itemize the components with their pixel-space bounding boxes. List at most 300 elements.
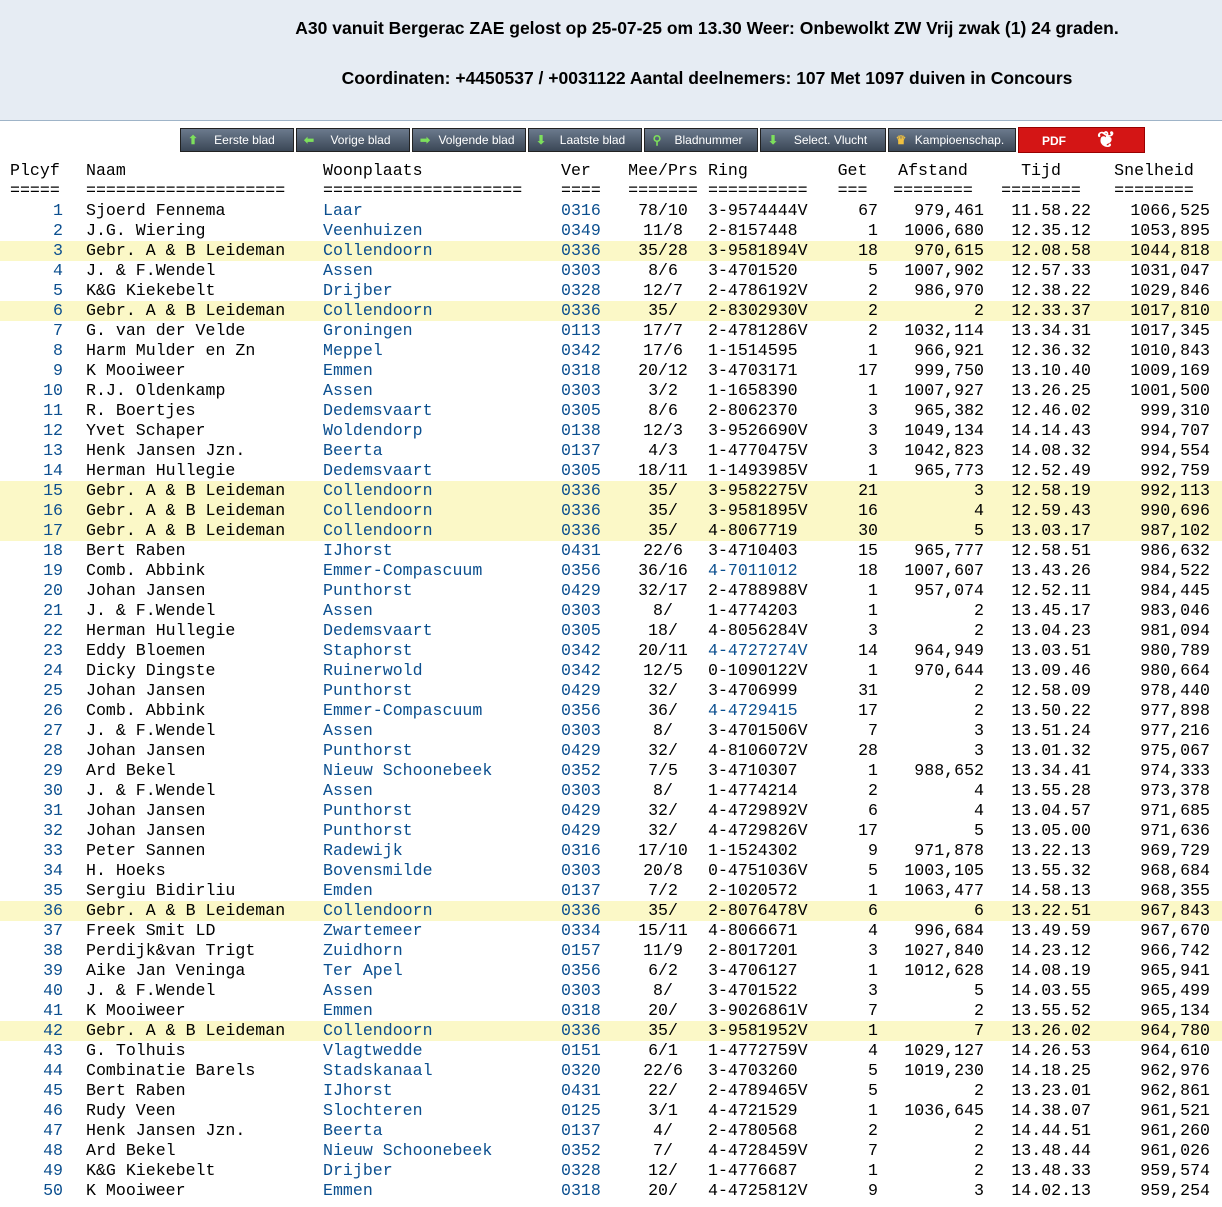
cell-ver[interactable]: 0431 [561, 541, 601, 560]
cell-woonplaats[interactable]: Beerta [323, 441, 383, 460]
pdf-button[interactable]: PDF ❦ [1018, 127, 1145, 153]
cell-tijd: 13.51.24 [1011, 721, 1091, 740]
cell-woonplaats[interactable]: Dedemsvaart [323, 621, 433, 640]
table-row [0, 1181, 1222, 1201]
results-table [0, 161, 1222, 1201]
cell-snelheid: 1017,345 [1130, 321, 1210, 340]
cell-woonplaats[interactable]: Collendoorn [322, 301, 560, 321]
cell-ver[interactable]: 0318 [561, 1001, 601, 1020]
cell-woonplaats[interactable]: Collendoorn [322, 501, 560, 521]
cell-ver[interactable]: 0303 [561, 601, 601, 620]
cell-afstand: 3 [974, 1181, 984, 1200]
cell-plaats: 15 [0, 481, 85, 501]
magnifier-icon: ⚲ [652, 133, 662, 147]
cell-naam: Aike Jan Veninga [86, 961, 246, 980]
cell-ver[interactable]: 0125 [561, 1101, 601, 1120]
cell-snelheid: 961,260 [1140, 1121, 1210, 1140]
cell-plaats: 26 [43, 701, 63, 720]
cell-plaats: 11 [43, 401, 63, 420]
cell-woonplaats[interactable]: Drijber [323, 281, 393, 300]
cell-woonplaats[interactable]: Dedemsvaart [323, 401, 433, 420]
cell-ver[interactable]: 0316 [561, 841, 601, 860]
cell-woonplaats[interactable]: IJhorst [323, 541, 393, 560]
cell-afstand: 1049,134 [904, 421, 984, 440]
cell-naam: Sergiu Bidirliu [86, 881, 236, 900]
cell-woonplaats[interactable]: Dedemsvaart [323, 461, 433, 480]
cell-snelheid: 1044,818 [1098, 241, 1222, 261]
cell-ver[interactable]: 0151 [561, 1041, 601, 1060]
cell-plaats: 45 [43, 1081, 63, 1100]
cell-tijd: 14.26.53 [1011, 1041, 1091, 1060]
table-row [0, 681, 1222, 701]
cell-afstand: 971,878 [914, 841, 984, 860]
navigation-toolbar [0, 121, 1222, 161]
cell-afstand: 1036,645 [904, 1101, 984, 1120]
cell-woonplaats[interactable]: Bovensmilde [323, 861, 433, 880]
cell-ver[interactable]: 0303 [561, 261, 601, 280]
cell-afstand: 1007,927 [904, 381, 984, 400]
cell-ver[interactable]: 0303 [561, 721, 601, 740]
cell-mee-prs: 20/ [648, 1181, 678, 1200]
cell-naam: K Mooiweer [86, 361, 186, 380]
cell-tijd: 12.58.19 [991, 481, 1098, 501]
header-naam: Naam [86, 161, 126, 180]
cell-snelheid: 969,729 [1140, 841, 1210, 860]
arrow-up-icon: ⬆ [187, 133, 199, 147]
cell-ver[interactable]: 0137 [561, 1121, 601, 1140]
race-coordinates-line: Coordinaten: +4450537 / +0031122 Aantal deelnemers: 107 Met 1097 duiven in Concours [341, 68, 1073, 88]
cell-get: 17 [858, 361, 878, 380]
cell-ver[interactable]: 0318 [561, 361, 601, 380]
cell-ver[interactable]: 0137 [561, 441, 601, 460]
cell-afstand: 2 [974, 601, 984, 620]
page-number-button[interactable]: ⚲ Bladnummer [644, 128, 758, 152]
cell-afstand: 3 [882, 481, 991, 501]
cell-naam: Sjoerd Fennema [86, 201, 226, 220]
cell-ver[interactable]: 0334 [561, 921, 601, 940]
cell-mee-prs: 8/6 [648, 401, 678, 420]
cell-afstand: 2 [974, 1081, 984, 1100]
cell-woonplaats[interactable]: Groningen [323, 321, 413, 340]
cell-woonplaats[interactable]: Beerta [323, 1121, 383, 1140]
cell-snelheid: 961,521 [1140, 1101, 1210, 1120]
cell-tijd: 13.10.40 [1011, 361, 1091, 380]
table-row [0, 741, 1222, 761]
cell-ring: 2-4780568 [708, 1121, 798, 1140]
cell-ver[interactable]: 0336 [560, 241, 618, 261]
cell-tijd: 14.23.12 [1011, 941, 1091, 960]
cell-woonplaats[interactable]: Collendoorn [322, 521, 560, 541]
cell-ver[interactable]: 0157 [561, 941, 601, 960]
first-page-button[interactable]: ⬆ Eerste blad [180, 128, 294, 152]
cell-tijd: 14.02.13 [1011, 1181, 1091, 1200]
cell-ring: 1-4774214 [708, 781, 798, 800]
cell-ver[interactable]: 0336 [560, 301, 618, 321]
cell-ring: 2-8076478V [708, 901, 827, 921]
cell-ring: 4-8056284V [708, 621, 808, 640]
cell-mee-prs: 4/ [653, 1121, 673, 1140]
cell-woonplaats[interactable]: Collendoorn [322, 1021, 560, 1041]
cell-woonplaats[interactable]: Nieuw Schoonebeek [323, 1141, 493, 1160]
cell-ver[interactable]: 0305 [561, 401, 601, 420]
cell-tijd: 12.58.51 [1011, 541, 1091, 560]
cell-ver[interactable]: 0429 [561, 681, 601, 700]
cell-ver[interactable]: 0429 [561, 801, 601, 820]
cell-woonplaats[interactable]: Collendoorn [322, 481, 560, 501]
cell-mee-prs: 20/8 [643, 861, 683, 880]
cell-woonplaats[interactable]: Assen [323, 781, 373, 800]
cell-tijd: 13.34.41 [1011, 761, 1091, 780]
cell-naam: Gebr. A & B Leideman [85, 241, 322, 261]
cell-ring: 0-1090122V [708, 661, 808, 680]
cell-get: 16 [827, 501, 882, 521]
cell-ver[interactable]: 0429 [561, 741, 601, 760]
previous-page-button[interactable]: ⬅ Vorige blad [296, 128, 410, 152]
cell-plaats: 8 [53, 341, 63, 360]
cell-plaats: 31 [43, 801, 63, 820]
cell-woonplaats[interactable]: Assen [323, 601, 373, 620]
cell-naam: J.G. Wiering [86, 221, 206, 240]
cell-tijd: 14.44.51 [1011, 1121, 1091, 1140]
cell-woonplaats[interactable]: Stadskanaal [323, 1061, 433, 1080]
cell-plaats: 3 [0, 241, 85, 261]
cell-tijd: 13.22.13 [1011, 841, 1091, 860]
table-row [0, 461, 1222, 481]
cell-ver[interactable]: 0303 [561, 981, 601, 1000]
cell-ver[interactable]: 0342 [561, 341, 601, 360]
cell-mee-prs: 7/2 [648, 881, 678, 900]
cell-naam: Dicky Dingste [86, 661, 216, 680]
cell-snelheid: 990,696 [1098, 501, 1222, 521]
table-row [0, 501, 1222, 521]
table-row [0, 941, 1222, 961]
cell-woonplaats[interactable]: Emmen [323, 361, 373, 380]
cell-ver[interactable]: 0352 [561, 761, 601, 780]
cell-naam: Harm Mulder en Zn [86, 341, 256, 360]
last-page-button[interactable]: ⬇ Laatste blad [528, 128, 642, 152]
cell-ring: 3-9582275V [708, 481, 827, 501]
cell-plaats: 23 [43, 641, 63, 660]
cell-snelheid: 1029,846 [1130, 281, 1210, 300]
table-row [0, 241, 1222, 261]
cell-plaats: 47 [43, 1121, 63, 1140]
cell-plaats: 7 [53, 321, 63, 340]
cell-plaats: 6 [0, 301, 85, 321]
cell-snelheid: 987,102 [1098, 521, 1222, 541]
cell-ring[interactable]: 4-4727274V [708, 641, 808, 660]
cell-mee-prs: 6/2 [648, 961, 678, 980]
cell-tijd: 12.08.58 [991, 241, 1098, 261]
cell-get: 3 [868, 421, 878, 440]
cell-naam: Comb. Abbink [86, 701, 206, 720]
table-row [0, 281, 1222, 301]
separator-ring: ========== [708, 181, 808, 200]
cell-naam: Bert Raben [86, 541, 186, 560]
select-flight-button[interactable]: ⬇ Select. Vlucht [760, 128, 886, 152]
cell-get: 2 [868, 321, 878, 340]
cell-tijd: 13.50.22 [1011, 701, 1091, 720]
cell-plaats: 25 [43, 681, 63, 700]
cell-woonplaats[interactable]: Woldendorp [323, 421, 423, 440]
cell-mee-prs: 22/6 [643, 541, 683, 560]
cell-get: 4 [868, 1041, 878, 1060]
cell-woonplaats[interactable]: Ter Apel [323, 961, 403, 980]
cell-afstand: 988,652 [914, 761, 984, 780]
cell-mee-prs: 3/1 [648, 1101, 678, 1120]
cell-plaats: 50 [43, 1181, 63, 1200]
cell-woonplaats[interactable]: Drijber [323, 1161, 393, 1180]
table-row [0, 761, 1222, 781]
cell-afstand: 1029,127 [904, 1041, 984, 1060]
cell-plaats: 37 [43, 921, 63, 940]
cell-woonplaats[interactable]: Assen [323, 381, 373, 400]
cell-get: 2 [827, 301, 882, 321]
table-row [0, 961, 1222, 981]
championship-button[interactable]: ♛ Kampioenschap. [888, 128, 1016, 152]
cell-ring: 4-4728459V [708, 1141, 808, 1160]
cell-woonplaats[interactable]: Punthorst [323, 681, 413, 700]
cell-plaats: 44 [43, 1061, 63, 1080]
cell-woonplaats[interactable]: IJhorst [323, 1081, 393, 1100]
cell-ver[interactable]: 0356 [561, 701, 601, 720]
cell-naam: Henk Jansen Jzn. [86, 1121, 246, 1140]
cell-woonplaats[interactable]: Assen [323, 261, 373, 280]
cell-woonplaats[interactable]: Emmer-Compascuum [323, 561, 483, 580]
cell-snelheid: 994,707 [1140, 421, 1210, 440]
cell-afstand: 4 [974, 781, 984, 800]
cell-ver[interactable]: 0305 [561, 461, 601, 480]
table-row [0, 321, 1222, 341]
cell-naam: Herman Hullegie [86, 621, 236, 640]
cell-ver[interactable]: 0336 [560, 901, 618, 921]
cell-ver[interactable]: 0328 [561, 281, 601, 300]
cell-plaats: 28 [43, 741, 63, 760]
download-icon: ⬇ [767, 133, 779, 147]
cell-ver[interactable]: 0138 [561, 421, 601, 440]
cell-ver[interactable]: 0303 [561, 781, 601, 800]
cell-plaats: 41 [43, 1001, 63, 1020]
cell-woonplaats[interactable]: Zuidhorn [323, 941, 403, 960]
cell-plaats: 16 [0, 501, 85, 521]
cell-snelheid: 984,522 [1140, 561, 1210, 580]
cell-plaats: 39 [43, 961, 63, 980]
cell-snelheid: 959,574 [1140, 1161, 1210, 1180]
header-woonplaats: Woonplaats [323, 161, 423, 180]
table-row [0, 881, 1222, 901]
cell-naam: Freek Smit LD [86, 921, 216, 940]
cell-ring: 2-4788988V [708, 581, 808, 600]
cell-tijd: 13.04.23 [1011, 621, 1091, 640]
cell-afstand: 3 [974, 721, 984, 740]
cell-ring: 3-4706127 [708, 961, 798, 980]
cell-plaats: 36 [0, 901, 85, 921]
cell-snelheid: 1001,500 [1130, 381, 1210, 400]
cell-woonplaats[interactable]: Meppel [323, 341, 383, 360]
cell-woonplaats[interactable]: Nieuw Schoonebeek [323, 761, 493, 780]
cell-naam: Gebr. A & B Leideman [85, 481, 322, 501]
cell-woonplaats[interactable]: Slochteren [323, 1101, 423, 1120]
table-row [0, 1161, 1222, 1181]
cell-woonplaats[interactable]: Veenhuizen [323, 221, 423, 240]
cell-tijd: 14.14.43 [1011, 421, 1091, 440]
cell-snelheid: 977,216 [1140, 721, 1210, 740]
cell-plaats: 40 [43, 981, 63, 1000]
cell-ver[interactable]: 0336 [560, 521, 618, 541]
cell-ring: 1-1524302 [708, 841, 798, 860]
cell-afstand: 3 [974, 741, 984, 760]
cell-woonplaats[interactable]: Radewijk [323, 841, 403, 860]
cell-naam: J. & F.Wendel [86, 781, 216, 800]
cell-ver[interactable]: 0137 [561, 881, 601, 900]
cell-ver[interactable]: 0356 [561, 561, 601, 580]
cell-ver[interactable]: 0305 [561, 621, 601, 640]
cell-naam: J. & F.Wendel [86, 721, 216, 740]
separator-tijd: ======== [1001, 181, 1081, 200]
cell-snelheid: 965,941 [1140, 961, 1210, 980]
cell-ver[interactable]: 0303 [561, 381, 601, 400]
cell-woonplaats[interactable]: Emden [323, 881, 373, 900]
next-page-button[interactable]: ➡ Volgende blad [412, 128, 526, 152]
cell-get: 17 [858, 821, 878, 840]
cell-ver[interactable]: 0431 [561, 1081, 601, 1100]
cell-woonplaats[interactable]: Emmer-Compascuum [323, 701, 483, 720]
cell-woonplaats[interactable]: Collendoorn [322, 241, 560, 261]
cell-afstand: 2 [974, 621, 984, 640]
table-row [0, 821, 1222, 841]
separator-naam: ==================== [86, 181, 286, 200]
cell-snelheid: 975,067 [1140, 741, 1210, 760]
cell-snelheid: 1017,810 [1098, 301, 1222, 321]
cell-woonplaats[interactable]: Laar [323, 201, 363, 220]
crown-icon: ♛ [895, 133, 907, 147]
cell-mee-prs: 20/ [648, 1001, 678, 1020]
cell-mee-prs: 32/ [648, 681, 678, 700]
cell-snelheid: 968,684 [1140, 861, 1210, 880]
cell-get: 67 [858, 201, 878, 220]
cell-woonplaats[interactable]: Ruinerwold [323, 661, 423, 680]
cell-woonplaats[interactable]: Emmen [323, 1001, 373, 1020]
table-row [0, 901, 1222, 921]
cell-naam: Rudy Veen [86, 1101, 176, 1120]
cell-get: 3 [868, 941, 878, 960]
cell-naam: J. & F.Wendel [86, 601, 216, 620]
cell-mee-prs: 32/ [648, 821, 678, 840]
cell-woonplaats[interactable]: Zwartemeer [323, 921, 423, 940]
cell-naam: K&G Kiekebelt [86, 1161, 216, 1180]
cell-ver[interactable]: 0113 [561, 321, 601, 340]
cell-ver[interactable]: 0429 [561, 821, 601, 840]
cell-mee-prs: 35/ [618, 521, 708, 541]
cell-ring: 1-4772759V [708, 1041, 808, 1060]
cell-mee-prs: 11/9 [643, 941, 683, 960]
table-row [0, 981, 1222, 1001]
cell-ver[interactable]: 0356 [561, 961, 601, 980]
table-row [0, 861, 1222, 881]
cell-naam: H. Hoeks [86, 861, 166, 880]
cell-ver[interactable]: 0316 [561, 201, 601, 220]
table-row [0, 441, 1222, 461]
cell-afstand: 1042,823 [904, 441, 984, 460]
arrow-right-icon: ➡ [419, 133, 431, 147]
cell-woonplaats[interactable]: Emmen [323, 1181, 373, 1200]
cell-afstand: 1027,840 [904, 941, 984, 960]
table-row [0, 1141, 1222, 1161]
cell-ring: 2-8302930V [708, 301, 827, 321]
cell-afstand: 986,970 [914, 281, 984, 300]
cell-ring[interactable]: 4-4729415 [708, 701, 798, 720]
cell-afstand: 1006,680 [904, 221, 984, 240]
cell-tijd: 13.43.26 [1011, 561, 1091, 580]
cell-woonplaats[interactable]: Vlagtwedde [323, 1041, 423, 1060]
cell-woonplaats[interactable]: Punthorst [323, 581, 413, 600]
cell-woonplaats[interactable]: Punthorst [323, 801, 413, 820]
cell-woonplaats[interactable]: Punthorst [323, 821, 413, 840]
cell-woonplaats[interactable]: Assen [323, 721, 373, 740]
cell-ver[interactable]: 0336 [560, 481, 618, 501]
cell-snelheid: 964,610 [1140, 1041, 1210, 1060]
cell-mee-prs: 32/ [648, 741, 678, 760]
cell-ver[interactable]: 0328 [561, 1161, 601, 1180]
cell-mee-prs: 17/10 [638, 841, 688, 860]
cell-snelheid: 1066,525 [1130, 201, 1210, 220]
cell-ring: 4-8067719 [708, 521, 827, 541]
cell-ver[interactable]: 0349 [561, 221, 601, 240]
cell-ver[interactable]: 0336 [560, 501, 618, 521]
cell-get: 1 [868, 581, 878, 600]
cell-naam: Ard Bekel [86, 1141, 176, 1160]
cell-ring[interactable]: 4-7011012 [708, 561, 798, 580]
cell-naam: G. van der Velde [86, 321, 246, 340]
header-plaats: Plcyf [10, 161, 60, 180]
cell-naam: R. Boertjes [86, 401, 196, 420]
cell-afstand: 965,382 [914, 401, 984, 420]
cell-afstand: 1007,902 [904, 261, 984, 280]
cell-woonplaats[interactable]: Collendoorn [322, 901, 560, 921]
cell-tijd: 12.33.37 [991, 301, 1098, 321]
cell-ver[interactable]: 0336 [560, 1021, 618, 1041]
cell-ver[interactable]: 0318 [561, 1181, 601, 1200]
cell-get: 3 [868, 621, 878, 640]
cell-get: 1 [868, 1101, 878, 1120]
cell-tijd: 14.58.13 [1011, 881, 1091, 900]
cell-snelheid: 992,113 [1098, 481, 1222, 501]
cell-get: 7 [868, 721, 878, 740]
cell-woonplaats[interactable]: Staphorst [323, 641, 413, 660]
cell-naam: Johan Jansen [86, 801, 206, 820]
cell-ring: 1-1493985V [708, 461, 808, 480]
cell-plaats: 24 [43, 661, 63, 680]
cell-ver[interactable]: 0303 [561, 861, 601, 880]
cell-mee-prs: 35/ [618, 901, 708, 921]
cell-ver[interactable]: 0352 [561, 1141, 601, 1160]
table-row [0, 721, 1222, 741]
cell-mee-prs: 22/6 [643, 1061, 683, 1080]
cell-ver[interactable]: 0342 [561, 641, 601, 660]
cell-get: 2 [868, 1121, 878, 1140]
cell-ver[interactable]: 0320 [561, 1061, 601, 1080]
cell-snelheid: 973,378 [1140, 781, 1210, 800]
cell-woonplaats[interactable]: Punthorst [323, 741, 413, 760]
cell-ver[interactable]: 0429 [561, 581, 601, 600]
cell-woonplaats[interactable]: Assen [323, 981, 373, 1000]
table-row [0, 201, 1222, 221]
cell-mee-prs: 22/ [648, 1081, 678, 1100]
cell-snelheid: 971,685 [1140, 801, 1210, 820]
cell-tijd: 12.35.12 [1011, 221, 1091, 240]
cell-plaats: 5 [53, 281, 63, 300]
cell-ver[interactable]: 0342 [561, 661, 601, 680]
cell-get: 1 [868, 761, 878, 780]
